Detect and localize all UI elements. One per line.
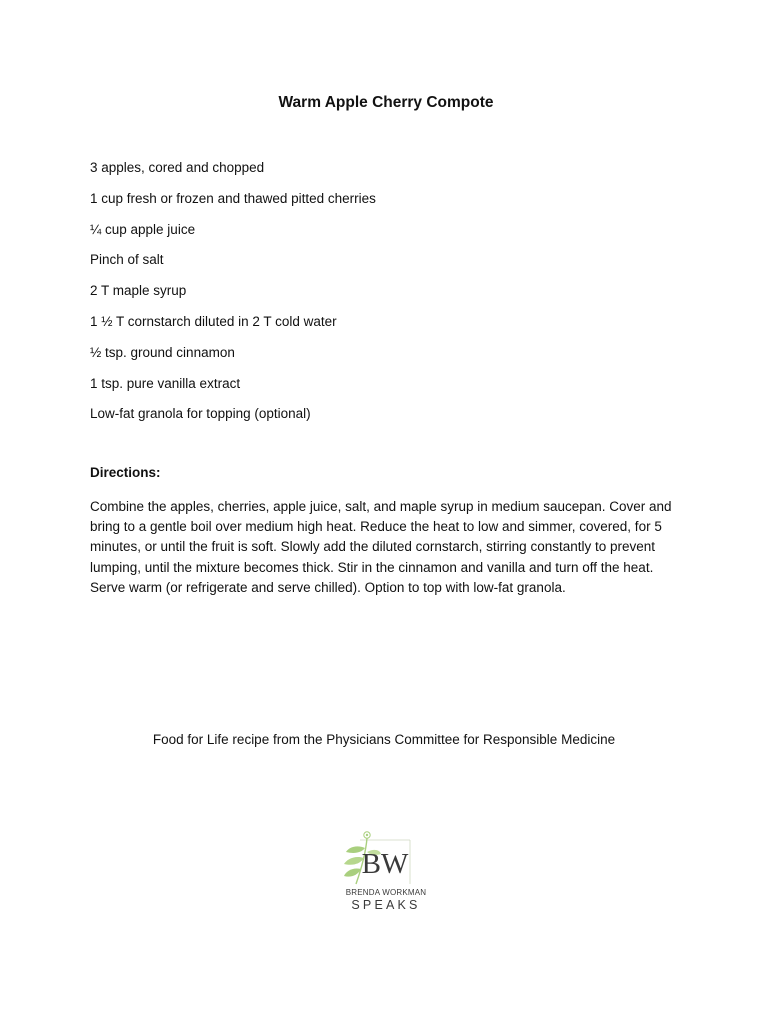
- brand-logo: [336, 828, 436, 918]
- directions-heading: Directions:: [90, 465, 161, 480]
- ingredient-item: 2 T maple syrup: [90, 283, 187, 299]
- logo-monogram: BW: [361, 848, 409, 880]
- ingredient-item: Low-fat granola for topping (optional): [90, 406, 311, 422]
- logo-brand-name: BRENDA WORKMAN: [345, 888, 427, 897]
- ingredient-list: [90, 158, 376, 435]
- recipe-title: Warm Apple Cherry Compote: [278, 94, 494, 111]
- ingredient-item: 1 cup fresh or frozen and thawed pitted cherries: [90, 190, 376, 206]
- directions-text: Combine the apples, cherries, apple juice, salt, and maple syrup in medium saucepan. Cover and bring to a gentle boil over medium high heat. Reduce the heat to low and simmer, covered, for 5 minutes, or until the fruit is soft. Slowly add the diluted cornstarch, stirring constantly to prevent lumping, until the mixture becomes thick. Stir in the cinnamon and vanilla and turn off the heat. Serve warm (or refrigerate and serve chilled). Option to top with low-fat granola.: [90, 499, 672, 595]
- ingredient-item: ¼ cup apple juice: [90, 221, 196, 237]
- leaf-monogram-icon: [336, 828, 436, 888]
- source-credit: Food for Life recipe from the Physicians Committee for Responsible Medicine: [152, 732, 616, 747]
- logo-tagline: SPEAKS: [351, 898, 421, 912]
- ingredient-item: 3 apples, cored and chopped: [90, 160, 265, 175]
- ingredient-item: 1 ½ T cornstarch diluted in 2 T cold water: [90, 313, 337, 329]
- ingredient-item: ½ tsp. ground cinnamon: [90, 344, 235, 360]
- ingredient-item: 1 tsp. pure vanilla extract: [90, 375, 241, 391]
- ingredient-item: Pinch of salt: [90, 252, 164, 268]
